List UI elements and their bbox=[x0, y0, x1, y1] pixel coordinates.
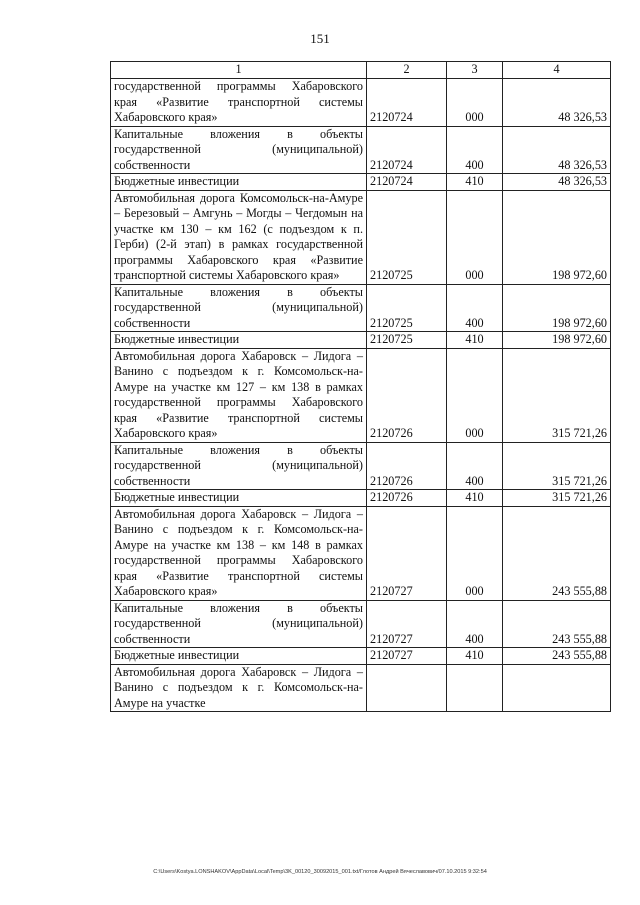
row-name: государственной программы Хабаровского края «Развитие транспортной системы Хабаровского края» bbox=[111, 79, 367, 127]
row-name: Капитальные вложения в объекты государственной (муниципальной) собственности bbox=[111, 600, 367, 648]
row-code: 2120726 bbox=[367, 348, 447, 442]
row-amount: 315 721,26 bbox=[503, 490, 611, 507]
header-col-4: 4 bbox=[503, 62, 611, 79]
row-code bbox=[367, 664, 447, 712]
row-name: Бюджетные инвестиции bbox=[111, 174, 367, 191]
row-amount: 243 555,88 bbox=[503, 648, 611, 665]
row-amount bbox=[503, 664, 611, 712]
table-row bbox=[111, 332, 611, 349]
row-code: 2120725 bbox=[367, 190, 447, 284]
row-code: 2120727 bbox=[367, 648, 447, 665]
row-type: 400 bbox=[447, 442, 503, 490]
row-name: Бюджетные инвестиции bbox=[111, 648, 367, 665]
row-name: Автомобильная дорога Хабаровск – Лидога – Ванино с подъездом к г. Комсомольск-на-Амуре на участке км 138 – км 148 в рамках государственной программы Хабаровского края «Развитие транспортной системы Хабаровского края» bbox=[111, 506, 367, 600]
row-code: 2120725 bbox=[367, 284, 447, 332]
row-amount: 48 326,53 bbox=[503, 79, 611, 127]
row-amount: 48 326,53 bbox=[503, 126, 611, 174]
table-row bbox=[111, 79, 611, 127]
row-type: 000 bbox=[447, 506, 503, 600]
row-code: 2120724 bbox=[367, 79, 447, 127]
row-type: 000 bbox=[447, 348, 503, 442]
row-name: Капитальные вложения в объекты государственной (муниципальной) собственности bbox=[111, 126, 367, 174]
row-code: 2120727 bbox=[367, 600, 447, 648]
row-type: 410 bbox=[447, 332, 503, 349]
row-amount: 243 555,88 bbox=[503, 600, 611, 648]
page-number: 151 bbox=[310, 31, 330, 46]
row-name: Автомобильная дорога Хабаровск – Лидога – Ванино с подъездом к г. Комсомольск-на-Амуре на участке bbox=[111, 664, 367, 712]
row-type: 400 bbox=[447, 284, 503, 332]
row-name: Бюджетные инвестиции bbox=[111, 332, 367, 349]
row-amount: 315 721,26 bbox=[503, 442, 611, 490]
table-row bbox=[111, 126, 611, 174]
row-amount: 243 555,88 bbox=[503, 506, 611, 600]
row-type: 400 bbox=[447, 600, 503, 648]
row-name: Автомобильная дорога Хабаровск – Лидога – Ванино с подъездом к г. Комсомольск-на-Амуре на участке км 127 – км 138 в рамках государственной программы Хабаровского края «Развитие транспортной системы Хабаровского края» bbox=[111, 348, 367, 442]
table-row bbox=[111, 490, 611, 507]
table-row bbox=[111, 648, 611, 665]
row-code: 2120724 bbox=[367, 126, 447, 174]
row-type: 410 bbox=[447, 648, 503, 665]
header-col-1: 1 bbox=[111, 62, 367, 79]
row-amount: 315 721,26 bbox=[503, 348, 611, 442]
row-name: Капитальные вложения в объекты государственной (муниципальной) собственности bbox=[111, 442, 367, 490]
header-row bbox=[111, 62, 611, 79]
row-name: Бюджетные инвестиции bbox=[111, 490, 367, 507]
row-code: 2120724 bbox=[367, 174, 447, 191]
row-amount: 198 972,60 bbox=[503, 284, 611, 332]
row-code: 2120726 bbox=[367, 490, 447, 507]
row-amount: 198 972,60 bbox=[503, 332, 611, 349]
row-type: 410 bbox=[447, 490, 503, 507]
table-row bbox=[111, 442, 611, 490]
row-type: 400 bbox=[447, 126, 503, 174]
row-code: 2120727 bbox=[367, 506, 447, 600]
table-row bbox=[111, 174, 611, 191]
row-type: 000 bbox=[447, 79, 503, 127]
budget-table bbox=[110, 61, 611, 712]
row-type bbox=[447, 664, 503, 712]
row-amount: 198 972,60 bbox=[503, 190, 611, 284]
row-name: Автомобильная дорога Комсомольск-на-Амуре – Березовый – Амгунь – Могды – Чегдомын на участке км 130 – км 162 (с подъездом к п. Герби) (2-й этап) в рамках государственной программы Хабаровского края «Развитие транспортной системы Хабаровского края» bbox=[111, 190, 367, 284]
row-name: Капитальные вложения в объекты государственной (муниципальной) собственности bbox=[111, 284, 367, 332]
row-type: 410 bbox=[447, 174, 503, 191]
row-code: 2120726 bbox=[367, 442, 447, 490]
row-code: 2120725 bbox=[367, 332, 447, 349]
table-row bbox=[111, 284, 611, 332]
row-amount: 48 326,53 bbox=[503, 174, 611, 191]
table-row bbox=[111, 664, 611, 712]
table-row bbox=[111, 190, 611, 284]
header-col-2: 2 bbox=[367, 62, 447, 79]
table-row bbox=[111, 506, 611, 600]
footer-path: C:\Users\Kostya.LONSHAKOV\AppData\Local\Temp\3K_00120_30092015_001.txt/Глотов Андрей Вячеславович/07.10.2015 9:32:54 bbox=[153, 869, 487, 875]
header-col-3: 3 bbox=[447, 62, 503, 79]
table-row bbox=[111, 600, 611, 648]
row-type: 000 bbox=[447, 190, 503, 284]
table-row bbox=[111, 348, 611, 442]
